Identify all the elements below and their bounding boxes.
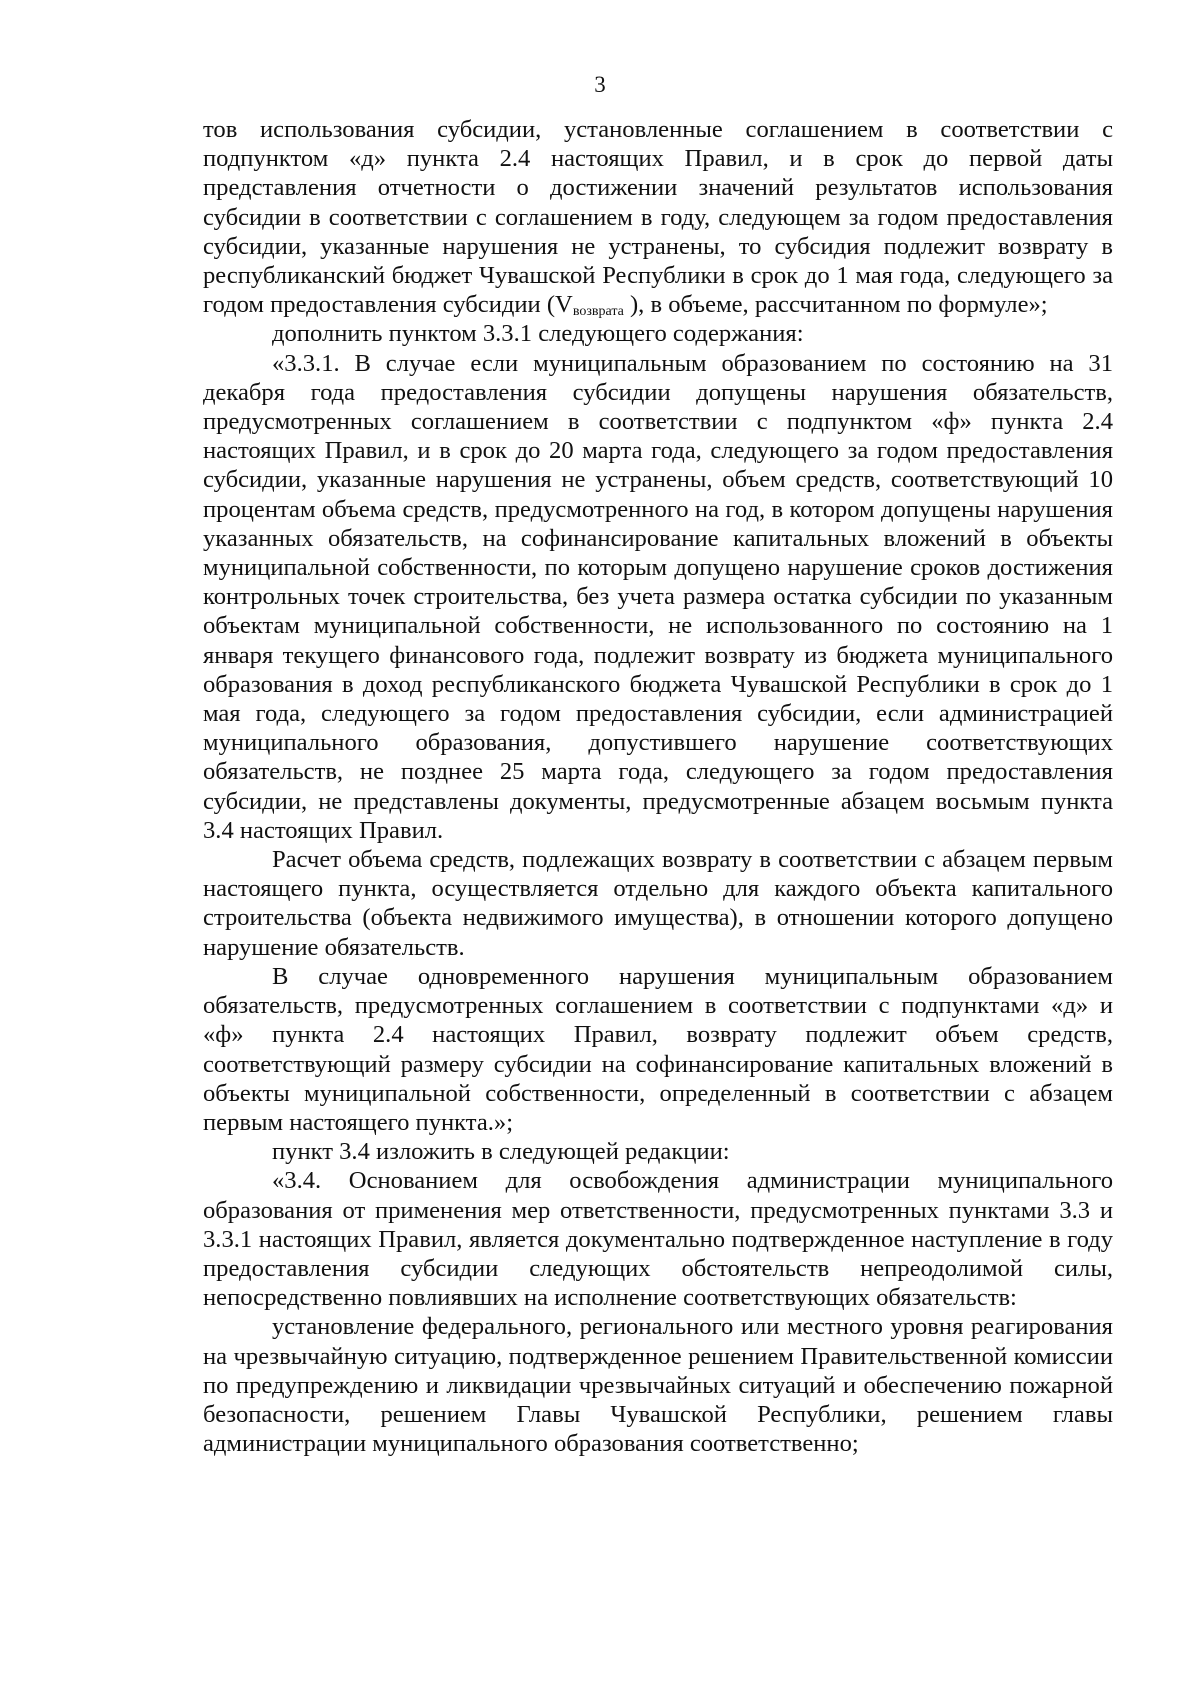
document-body (203, 115, 1113, 1458)
paragraph-3-3-1 (203, 349, 1113, 845)
paragraph-calculation (203, 845, 1113, 962)
paragraph-3-4 (203, 1166, 1113, 1312)
text-run: пункт 3.4 изложить в следующей редакции: (272, 1138, 730, 1166)
subscript-vozvrata: возврата (572, 304, 624, 320)
text-run: установление федерального, регионального или местного уровня реагирования на чрезвычайную ситуацию, подтвержденное решением Правительственной комиссии по предупреждению и ликвидации чрезвычайных ситуаций и обеспечению пожарной безопасности, решением Главы Чувашской Республики, решением главы администрации муниципального образования соответственно; (203, 1313, 1113, 1458)
paragraph-simultaneous-violation (203, 962, 1113, 1137)
page-number: 3 (594, 72, 606, 97)
text-run: «3.3.1. В случае если муниципальным образованием по состоянию на 31 декабря года предоставления субсидии допущены нарушения обязательств, предусмотренных соглашением в соответствии с подпунктом «ф» пункта 2.4 настоящих Правил, и в срок до 20 марта года, следующего за годом предоставления субсидии, указанные нарушения не устранены, объем средств, соответствующий 10 процентам объема средств, предусмотренного на год, в котором допущены нарушения указанных обязательств, на софинансирование капитальных вложений в объекты муниципальной собственности, по которым допущено нарушение сроков достижения контрольных точек строительства, без учета размера остатка субсидии по указанным объектам муниципальной собственности, не использованного по состоянию на 1 января текущего финансового года, подлежит возврату из бюджета муниципального образования в доход республиканского бюджета Чувашской Республики в срок до 1 мая года, следующего за годом предоставления субсидии, если администрацией муниципального образования, допустившего нарушение соответствующих обязательств, не позднее 25 марта года, следующего за годом предоставления субсидии, не представлены документы, предусмотренные абзацем восьмым пункта 3.4 настоящих Правил. (203, 349, 1113, 844)
paragraph-emergency-response (203, 1312, 1113, 1458)
paragraph-amendment-intro (203, 319, 1113, 348)
text-run: В случае одновременного нарушения муниципальным образованием обязательств, предусмотренных соглашением в соответствии с подпунктами «д» и «ф» пункта 2.4 настоящих Правил, возврату подлежит объем средств, соответствующий размеру субсидии на софинансирование капитальных вложений в объекты муниципальной собственности, определенный в соответствии с абзацем первым настоящего пункта.»; (203, 962, 1113, 1136)
text-run: дополнить пунктом 3.3.1 следующего содержания: (272, 320, 804, 348)
paragraph-continuation (203, 115, 1113, 319)
text-run: Расчет объема средств, подлежащих возврату в соответствии с абзацем первым настоящего пункта, осуществляется отдельно для каждого объекта капитального строительства (объекта недвижимого имущества), в отношении которого допущено нарушение обязательств. (203, 846, 1113, 961)
text-run: тов использования субсидии, установленные соглашением в соответствии с подпунктом «д» пункта 2.4 настоящих Правил, и в срок до первой даты представления отчетности о достижении значений результатов использования субсидии в соответствии с соглашением в году, следующем за годом предоставления субсидии, указанные нарушения не устранены, то субсидия подлежит возврату в республиканский бюджет Чувашской Республики в срок до 1 мая года, следующего за годом предоставления субсидии (V (203, 116, 1113, 319)
text-run: «3.4. Основанием для освобождения администрации муниципального образования от применения мер ответственности, предусмотренных пунктами 3.3 и 3.3.1 настоящих Правил, является документально подтвержденное наступление в году предоставления субсидии следующих обстоятельств непреодолимой силы, непосредственно повлиявших на исполнение соответствующих обязательств: (203, 1167, 1113, 1312)
text-run: ), в объеме, рассчитанном по формуле»; (623, 291, 1048, 319)
paragraph-3-4-intro (203, 1137, 1113, 1166)
